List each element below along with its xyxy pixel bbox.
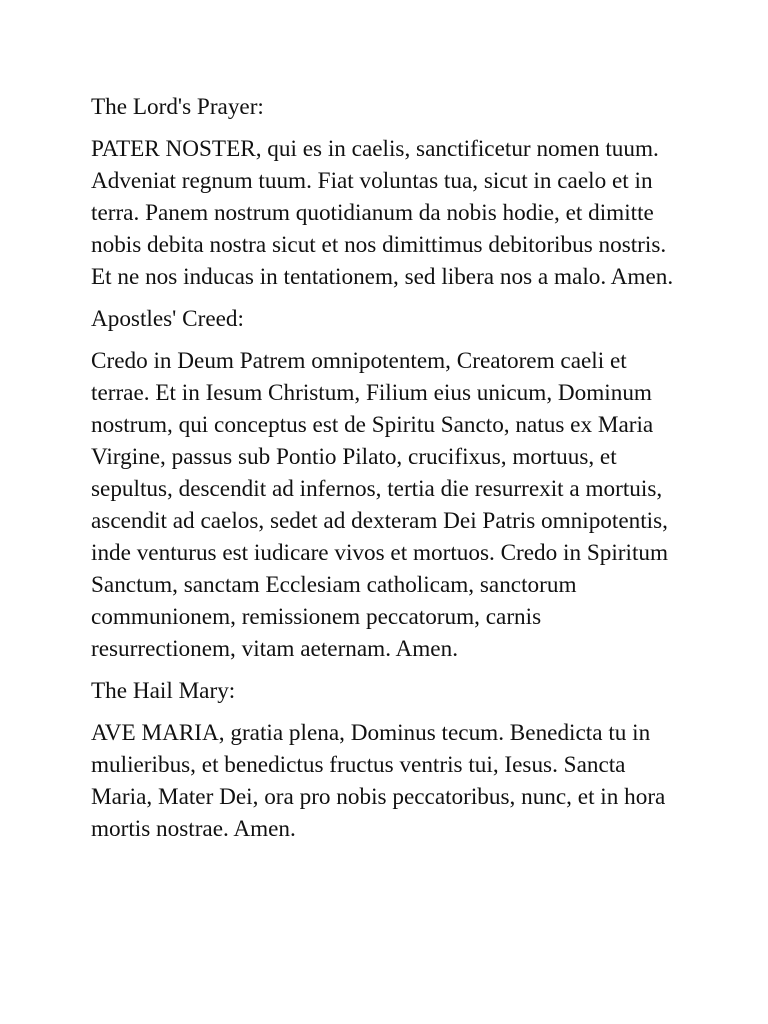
section-paragraph: Credo in Deum Patrem omnipotentem, Creatorem caeli et terrae. Et in Iesum Christum, Filium eius unicum, Dominum nostrum, qui conceptus est de Spiritu Sancto, natus ex Maria Virgine, passus sub Pontio Pilato, crucifixus, mortuus, et sepultus, descendit ad infernos, tertia die resurrexit a mortuis, ascendit ad caelos, sedet ad dexteram Dei Patris omnipotentis, inde venturus est iudicare vivos et mortuos. Credo in Spiritum Sanctum, sanctam Ecclesiam catholicam, sanctorum communionem, remissionem peccatorum, carnis resurrectionem, vitam aeternam. Amen. (91, 348, 669, 662)
section-heading: Apostles' Creed: (91, 306, 244, 332)
document-page (91, 91, 681, 855)
section-paragraph: PATER NOSTER, qui es in caelis, sanctificetur nomen tuum. Adveniat regnum tuum. Fiat voluntas tua, sicut in caelo et in terra. Panem nostrum quotidianum da nobis hodie, et dimitte nobis debita nostra sicut et nos dimittimus debitoribus nostris. Et ne nos inducas in tentationem, sed libera nos a malo. Amen. (91, 136, 674, 290)
section-paragraph: AVE MARIA, gratia plena, Dominus tecum. Benedicta tu in mulieribus, et benedictus fructus ventris tui, Iesus. Sancta Maria, Mater Dei, ora pro nobis peccatoribus, nunc, et in hora mortis nostrae. Amen. (91, 720, 666, 842)
section-hail-mary (91, 675, 681, 845)
section-lords-prayer (91, 91, 681, 293)
section-apostles-creed (91, 303, 681, 665)
section-heading: The Hail Mary: (91, 678, 236, 704)
section-heading: The Lord's Prayer: (91, 94, 264, 120)
